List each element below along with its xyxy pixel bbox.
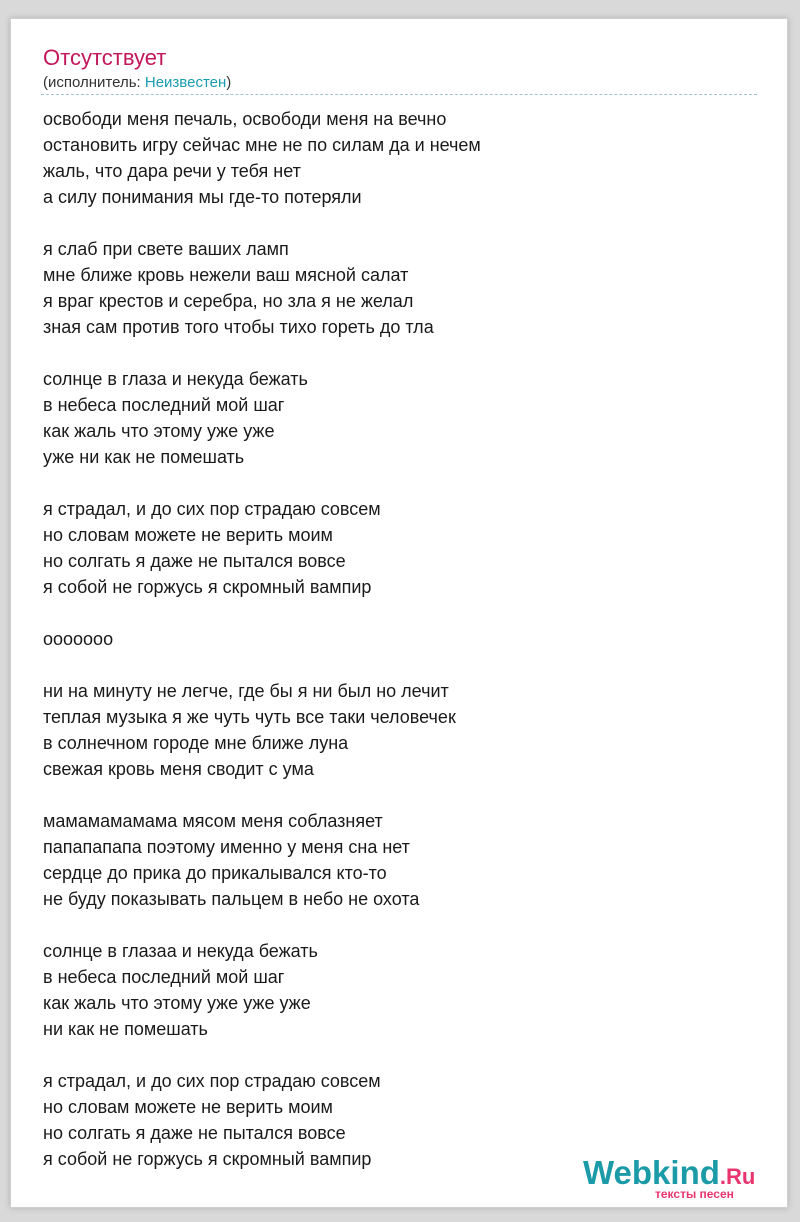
lyric-line: как жаль что этому уже уже — [43, 421, 275, 441]
lyric-line: а силу понимания мы где-то потеряли — [43, 187, 362, 207]
lyric-line — [43, 340, 481, 366]
lyric-line — [43, 912, 481, 938]
logo-domain-suffix: .Ru — [719, 1164, 756, 1189]
lyric-line: как жаль что этому уже уже уже — [43, 993, 311, 1013]
lyric-line — [43, 600, 481, 626]
artist-link[interactable]: Неизвестен — [144, 74, 227, 91]
lyric-line: зная сам против того чтобы тихо гореть до тла — [43, 317, 434, 337]
lyric-line — [43, 210, 481, 236]
lyric-line: но солгать я даже не пытался вовсе — [43, 1123, 346, 1143]
lyric-line: не буду показывать пальцем в небо не охота — [43, 889, 420, 909]
lyric-line: сердце до прика до прикалывался кто-то — [43, 863, 387, 883]
lyric-line: но словам можете не верить моим — [43, 1097, 333, 1117]
lyric-line: остановить игру сейчас мне не по силам да и нечем — [43, 135, 481, 155]
lyric-line: жаль, что дара речи у тебя нет — [43, 161, 301, 181]
lyric-line: ни на минуту не легче, где бы я ни был но лечит — [43, 681, 449, 701]
lyric-line: ни как не помешать — [43, 1019, 208, 1039]
lyric-line — [43, 1042, 481, 1068]
lyric-line: мне ближе кровь нежели ваш мясной салат — [43, 265, 409, 285]
lyrics-text — [43, 106, 481, 1172]
lyric-line: я страдал, и до сих пор страдаю совсем — [43, 1071, 381, 1091]
lyric-line: я страдал, и до сих пор страдаю совсем — [43, 499, 381, 519]
header-divider — [41, 94, 757, 95]
lyric-line: в небеса последний мой шаг — [43, 395, 285, 415]
lyric-line: свежая кровь меня сводит с ума — [43, 759, 314, 779]
lyric-line: я собой не горжусь я скромный вампир — [43, 1149, 372, 1169]
lyric-line: я враг крестов и серебра, но зла я не желал — [43, 291, 414, 311]
lyric-line — [43, 652, 481, 678]
lyric-line: папапапапа поэтому именно у меня сна нет — [43, 837, 410, 857]
lyric-line: в солнечном городе мне ближе луна — [43, 733, 349, 753]
lyric-line: теплая музыка я же чуть чуть все таки человечек — [43, 707, 456, 727]
lyric-line: мамамамамама мясом меня соблазняет — [43, 811, 383, 831]
lyric-line: я слаб при свете ваших ламп — [43, 239, 289, 259]
lyric-line: уже ни как не помешать — [43, 447, 245, 467]
lyric-line: освободи меня печаль, освободи меня на вечно — [43, 109, 447, 129]
logo-tagline: тексты песен — [655, 1187, 734, 1201]
lyric-line — [43, 782, 481, 808]
artist-prefix: (исполнитель: — [43, 74, 145, 91]
webkind-logo[interactable] — [583, 1153, 783, 1207]
lyric-line: ооооооо — [43, 629, 114, 649]
logo-main-text: Webkind — [583, 1154, 720, 1191]
lyric-line: солнце в глазаа и некуда бежать — [43, 941, 318, 961]
lyric-line — [43, 470, 481, 496]
lyric-line: но словам можете не верить моим — [43, 525, 333, 545]
song-title: Отсутствует — [43, 45, 167, 70]
lyrics-page — [10, 18, 788, 1208]
lyric-line: я собой не горжусь я скромный вампир — [43, 577, 372, 597]
artist-line — [43, 73, 231, 93]
lyric-line: солнце в глаза и некуда бежать — [43, 369, 308, 389]
lyric-line: в небеса последний мой шаг — [43, 967, 285, 987]
artist-suffix: ) — [226, 74, 232, 91]
lyric-line: но солгать я даже не пытался вовсе — [43, 551, 346, 571]
